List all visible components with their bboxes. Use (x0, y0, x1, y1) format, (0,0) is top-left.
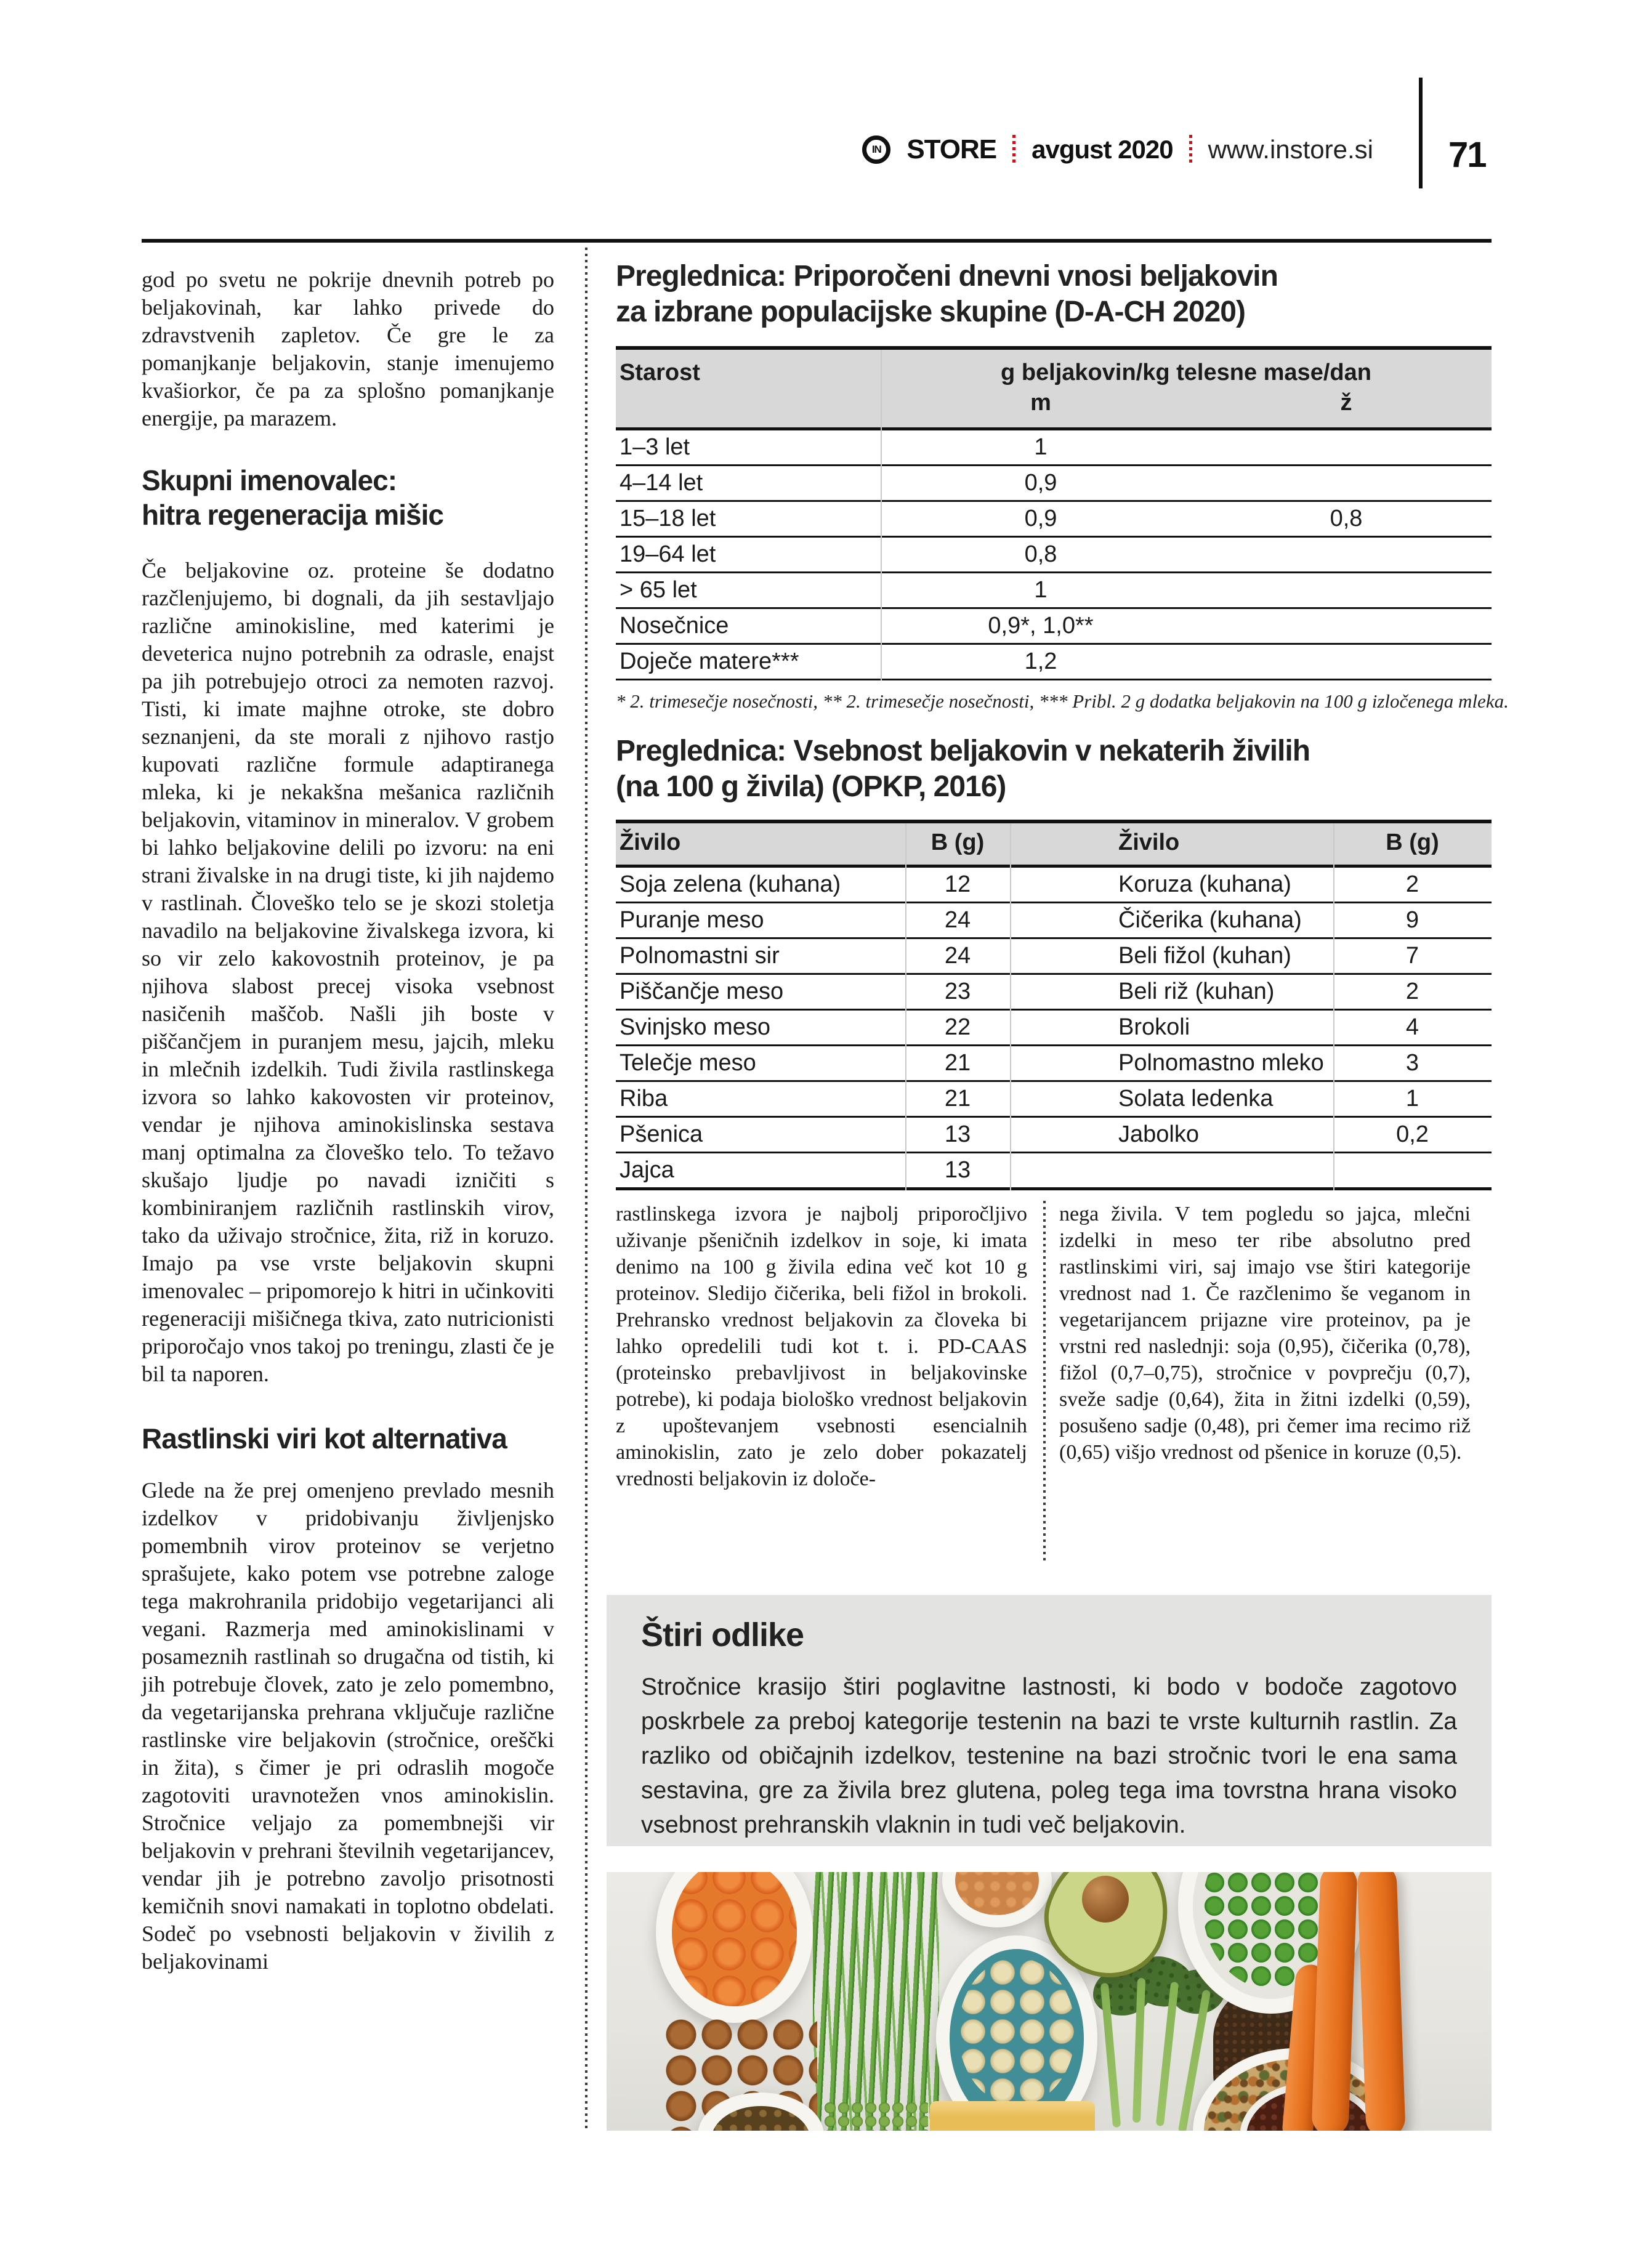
table-protein-content-foods (616, 820, 1492, 1190)
section-heading-line: Skupni imenovalec: (142, 464, 397, 496)
food-name: Jajca (620, 1157, 674, 1183)
value-m: 0,9 (1024, 470, 1057, 496)
red-dotted-divider-icon (1189, 135, 1192, 164)
section-heading-line: hitra regeneracija mišic (142, 499, 443, 531)
food-name: Piščančje meso (620, 979, 784, 1004)
food-name: Polnomastni sir (620, 943, 780, 969)
table-row (616, 466, 1492, 502)
table1-col-z: ž (1340, 390, 1352, 416)
value-m: 0,8 (1024, 541, 1057, 567)
protein-value: 1 (1405, 1086, 1419, 1112)
table1-title (616, 259, 1492, 330)
table-row (616, 975, 1492, 1011)
protein-value: 22 (944, 1014, 971, 1040)
age-label: 4–14 let (620, 470, 703, 496)
protein-value: 0,2 (1396, 1121, 1429, 1147)
red-dotted-divider-icon (1012, 135, 1015, 164)
table2-col-bg: B (g) (931, 829, 985, 855)
food-name: Beli riž (kuhan) (1118, 979, 1275, 1004)
article-photo (607, 1872, 1492, 2131)
feature-box-title: Štiri odlike (641, 1616, 804, 1653)
table-row (616, 1011, 1492, 1046)
protein-value: 13 (944, 1121, 971, 1147)
age-label: > 65 let (620, 577, 697, 603)
protein-value: 4 (1405, 1014, 1419, 1040)
instore-logo-icon (862, 135, 890, 164)
section-heading-plant-sources: Rastlinski viri kot alternativa (142, 1423, 507, 1455)
protein-value: 12 (944, 871, 971, 897)
protein-value (1333, 1157, 1492, 1184)
food-name: Svinjsko meso (620, 1014, 770, 1040)
table-row (616, 1118, 1492, 1153)
table2-column-rule (905, 823, 906, 1190)
main-column-divider-dotted (585, 248, 587, 2131)
value-z (1201, 434, 1492, 461)
protein-value: 21 (944, 1050, 971, 1076)
paragraph-common-denominator: Če beljakovine oz. proteine še dodatno razčlenjujemo, bi dognali, da jih sestavljajo različne aminokisline, med katerimi je deveterica nujno potrebnih za odrasle, enajst pa jih potrebujejo otroci za nemoten razvoj. Tisti, ki imate majhne otroke, ste dobro seznanjeni, da ste morali z njihovo rastjo kupovati različne formule adaptiranega mleka, ki je nekakšna mešanica različnih beljakovin, vitaminov in mineralov. V grobem bi lahko beljakovine delili po izvoru: na eni strani živalske in na drugi tiste, ki jih najdemo v rastlinah. Človeško telo se je skozi stoletja navadilo na beljakovine živalskega izvora, ki so vir zelo kakovostnih proteinov, je pa njihova slabost precej visoka vsebnost nasičenih maščob. Našli jih boste v piščančjem in puranjem mesu, jajcih, mleku in mlečnih izdelkih. Tudi živila rastlinskega izvora so lahko kakovosten vir proteinov, vendar je njihova aminokislinska sestava manj optimalna za človeško telo. To težavo skušajo ljudje po navadi izničiti s kombiniranjem različnih rastlinskih virov, tako da uživajo stročnice, žita, riž in koruzo. Imajo pa vse vrste beljakovin skupni imenovalec – pripomorejo k hitri in učinkoviti regeneraciji mišičnega tkiva, zato nutricionisti priporočajo vnos takoj po treningu, zlasti če je bil ta naporen. (142, 558, 554, 1386)
tables-area (616, 259, 1509, 1190)
left-text-column (142, 266, 554, 1975)
protein-value: 24 (944, 943, 971, 969)
value-m: 0,9 (1024, 506, 1057, 531)
table1-title-line1: Preglednica: Priporočeni dnevni vnosi beljakovin (616, 260, 1278, 293)
age-label: 19–64 let (620, 541, 716, 567)
table-row (616, 1046, 1492, 1082)
value-z (1201, 613, 1492, 639)
table2-col-zivilo: Živilo (620, 829, 681, 855)
food-name: Riba (620, 1086, 668, 1112)
value-m: 1 (1034, 434, 1048, 460)
food-name (1115, 1157, 1333, 1184)
food-name: Pšenica (620, 1121, 703, 1147)
lower-text-columns (616, 1201, 1492, 1595)
food-name: Puranje meso (620, 907, 764, 933)
food-name: Koruza (kuhana) (1118, 871, 1291, 897)
food-name: Jabolko (1118, 1121, 1199, 1147)
feature-box-four-virtues (607, 1595, 1492, 1846)
value-m: 0,9*, 1,0** (988, 613, 1094, 639)
magazine-masthead (862, 134, 1373, 165)
value-m: 1 (1034, 577, 1048, 603)
table-row (616, 609, 1492, 645)
table1-col-m: m (1030, 390, 1051, 416)
paragraph-plant-sources: Glede na že prej omenjeno prevlado mesnih izdelkov v pridobivanju življenjsko pomembnih virov proteinov se verjetno sprašujete, kako potem vse potrebne zaloge tega makrohranila pridobijo vegetarijanci ali vegani. Razmerja med aminokislinami v posameznih rastlinah so drugačna od tistih, ki jih potrebuje človek, zato je zelo pomembno, da vegetarijanska prehrana vključuje različne rastlinske vire beljakovin (stročnice, oreščki in žita), s čimer je pri odraslih mogoče zagotoviti uravnotežen vnos aminokislin. Stročnice veljajo za pomembnejši vir beljakovin v prehrani številnih vegetarijancev, vendar jih je potrebno zavoljo prisotnosti kemičnih snovi namakati in toplotno obdelati. Sodeč po vsebnosti beljakovin v živilih z beljakovinami (142, 1478, 554, 1974)
website-url[interactable]: www.instore.si (1208, 135, 1373, 164)
photo-mung-beans (823, 2101, 928, 2131)
photo-yellow-block (930, 2101, 1095, 2131)
value-z (1201, 577, 1492, 603)
magazine-name: STORE (906, 134, 997, 164)
table-row (616, 1082, 1492, 1118)
protein-value: 9 (1405, 907, 1419, 933)
value-z (1201, 541, 1492, 568)
header-rule (142, 239, 1492, 243)
table1-column-rule (881, 350, 882, 680)
table-row (616, 573, 1492, 609)
table1-col-group: g beljakovin/kg telesne mase/dan (1001, 360, 1371, 385)
table2-header (616, 823, 1492, 868)
age-label: 15–18 let (620, 506, 716, 531)
photo-avocado-pit (1082, 1876, 1129, 1923)
protein-value: 21 (944, 1086, 971, 1112)
food-name: Soja zelena (kuhana) (620, 871, 841, 897)
value-z (1201, 648, 1492, 675)
food-name: Telečje meso (620, 1050, 756, 1076)
age-label: 1–3 let (620, 434, 690, 460)
table2-col-zivilo: Živilo (1118, 829, 1180, 855)
table-row (616, 868, 1492, 903)
food-name: Brokoli (1118, 1014, 1190, 1040)
protein-value: 3 (1405, 1050, 1419, 1076)
table2-title (616, 733, 1492, 805)
table1-footnote: * 2. trimesečje nosečnosti, ** 2. trimesečje nosečnosti, *** Pribl. 2 g dodatka beljakovin na 100 g izločenega mleka. (616, 690, 1509, 712)
logo-letters: IN (871, 143, 881, 155)
table2-title-line2: (na 100 g živila) (OPKP, 2016) (616, 770, 1006, 803)
table2-column-rule (1333, 823, 1334, 1190)
table-daily-protein-intake (616, 346, 1492, 680)
table-row (616, 1153, 1492, 1190)
food-name: Solata ledenka (1118, 1086, 1274, 1112)
paragraph-continuation: god po svetu ne pokrije dnevnih potreb po beljakovinah, kar lahko privede do zdravstvenih zapletov. Če gre le za pomanjkanje beljakovin, stanje imenujemo kvašiorkor, če pa za splošno pomanjkanje energije, pa marazem. (142, 267, 554, 430)
protein-value: 13 (944, 1157, 971, 1183)
table1-header-row1 (616, 350, 1492, 387)
table-row (616, 502, 1492, 538)
table-row (616, 903, 1492, 939)
protein-value: 24 (944, 907, 971, 933)
photo-white-beans (958, 1958, 1075, 2105)
food-name: Polnomastno mleko (1118, 1050, 1324, 1076)
protein-value: 7 (1405, 943, 1419, 969)
value-m: 1,2 (1024, 648, 1057, 674)
table1-title-line2: za izbrane populacijske skupine (D-A-CH 2020) (616, 296, 1245, 328)
table2-column-rule (1010, 823, 1011, 1190)
value-z (1201, 470, 1492, 496)
issue-date: avgust 2020 (1031, 135, 1173, 164)
table-row (616, 430, 1492, 466)
food-name: Čičerika (kuhana) (1118, 907, 1302, 933)
table-row (616, 645, 1492, 680)
age-label: Nosečnice (620, 613, 729, 639)
table2-title-line1: Preglednica: Vsebnost beljakovin v nekaterih živilih (616, 735, 1310, 767)
page-number: 71 (1448, 135, 1486, 175)
table1-header-row2 (616, 387, 1492, 430)
protein-value: 2 (1405, 871, 1419, 897)
table2-col-bg: B (g) (1386, 829, 1439, 855)
column-divider-dotted (1043, 1201, 1046, 1561)
table-row (616, 538, 1492, 573)
photo-chives (813, 1872, 939, 2131)
photo-carrot (1357, 1872, 1406, 2131)
food-name: Beli fižol (kuhan) (1118, 943, 1291, 969)
protein-value: 2 (1405, 979, 1419, 1004)
table1-col-starost: Starost (620, 360, 700, 385)
value-z: 0,8 (1330, 506, 1363, 531)
header-vertical-bar (1419, 78, 1423, 188)
protein-value: 23 (944, 979, 971, 1004)
feature-box-text: Stročnice krasijo štiri poglavitne lastnosti, ki bodo v bodoče zagotovo poskrbele za preboj kategorije testenin na bazi te vrste kulturnih rastlin. Za razliko od običajnih izdelkov, testenine na bazi stročnic tvori le ena sama sestavina, gre za živila brez glutena, poleg tega ima tovrstna hrana visoko vsebnost prehranskih vlaknin in tudi več beljakovin. (641, 1674, 1457, 1838)
table-row (616, 939, 1492, 975)
age-label: Doječe matere*** (620, 648, 799, 674)
right-text-column: nega živila. V tem pogledu so jajca, mlečni izdelki in meso ter ribe absolutno pred rastlinskimi viri, saj imajo vse štiri kategorije vrednost nad 1. Če razčlenimo še veganom in vegetarijancem prijazne vire proteinov, pa je vrstni red naslednji: soja (0,95), čičerika (0,78), fižol (0,7–0,75), stročnice v povprečju (0,7), sveže sadje (0,64), žita in žitni izdelki (0,59), posušeno sadje (0,48), pri čemer ima recimo riž (0,65) višjo vrednost od pšenice in koruze (0,5). (1059, 1203, 1471, 1464)
middle-text-column: rastlinskega izvora je najbolj priporočljivo uživanje pšeničnih izdelkov in soje, ki imata denimo na 100 g živila edina več kot 10 g proteinov. Sledijo čičerika, beli fižol in brokoli. Prehransko vrednost beljakovin za človeka bi lahko opredelili tudi kot t. i. PD-CAAS (proteinsko prebavljivost in beljakovinske potrebe), ki podaja biološko vrednost beljakovin z upoštevanjem vsebnosti esencialnih aminokislin, zato je zelo dober pokazatelj vrednosti beljakovin iz določe- (616, 1203, 1027, 1490)
